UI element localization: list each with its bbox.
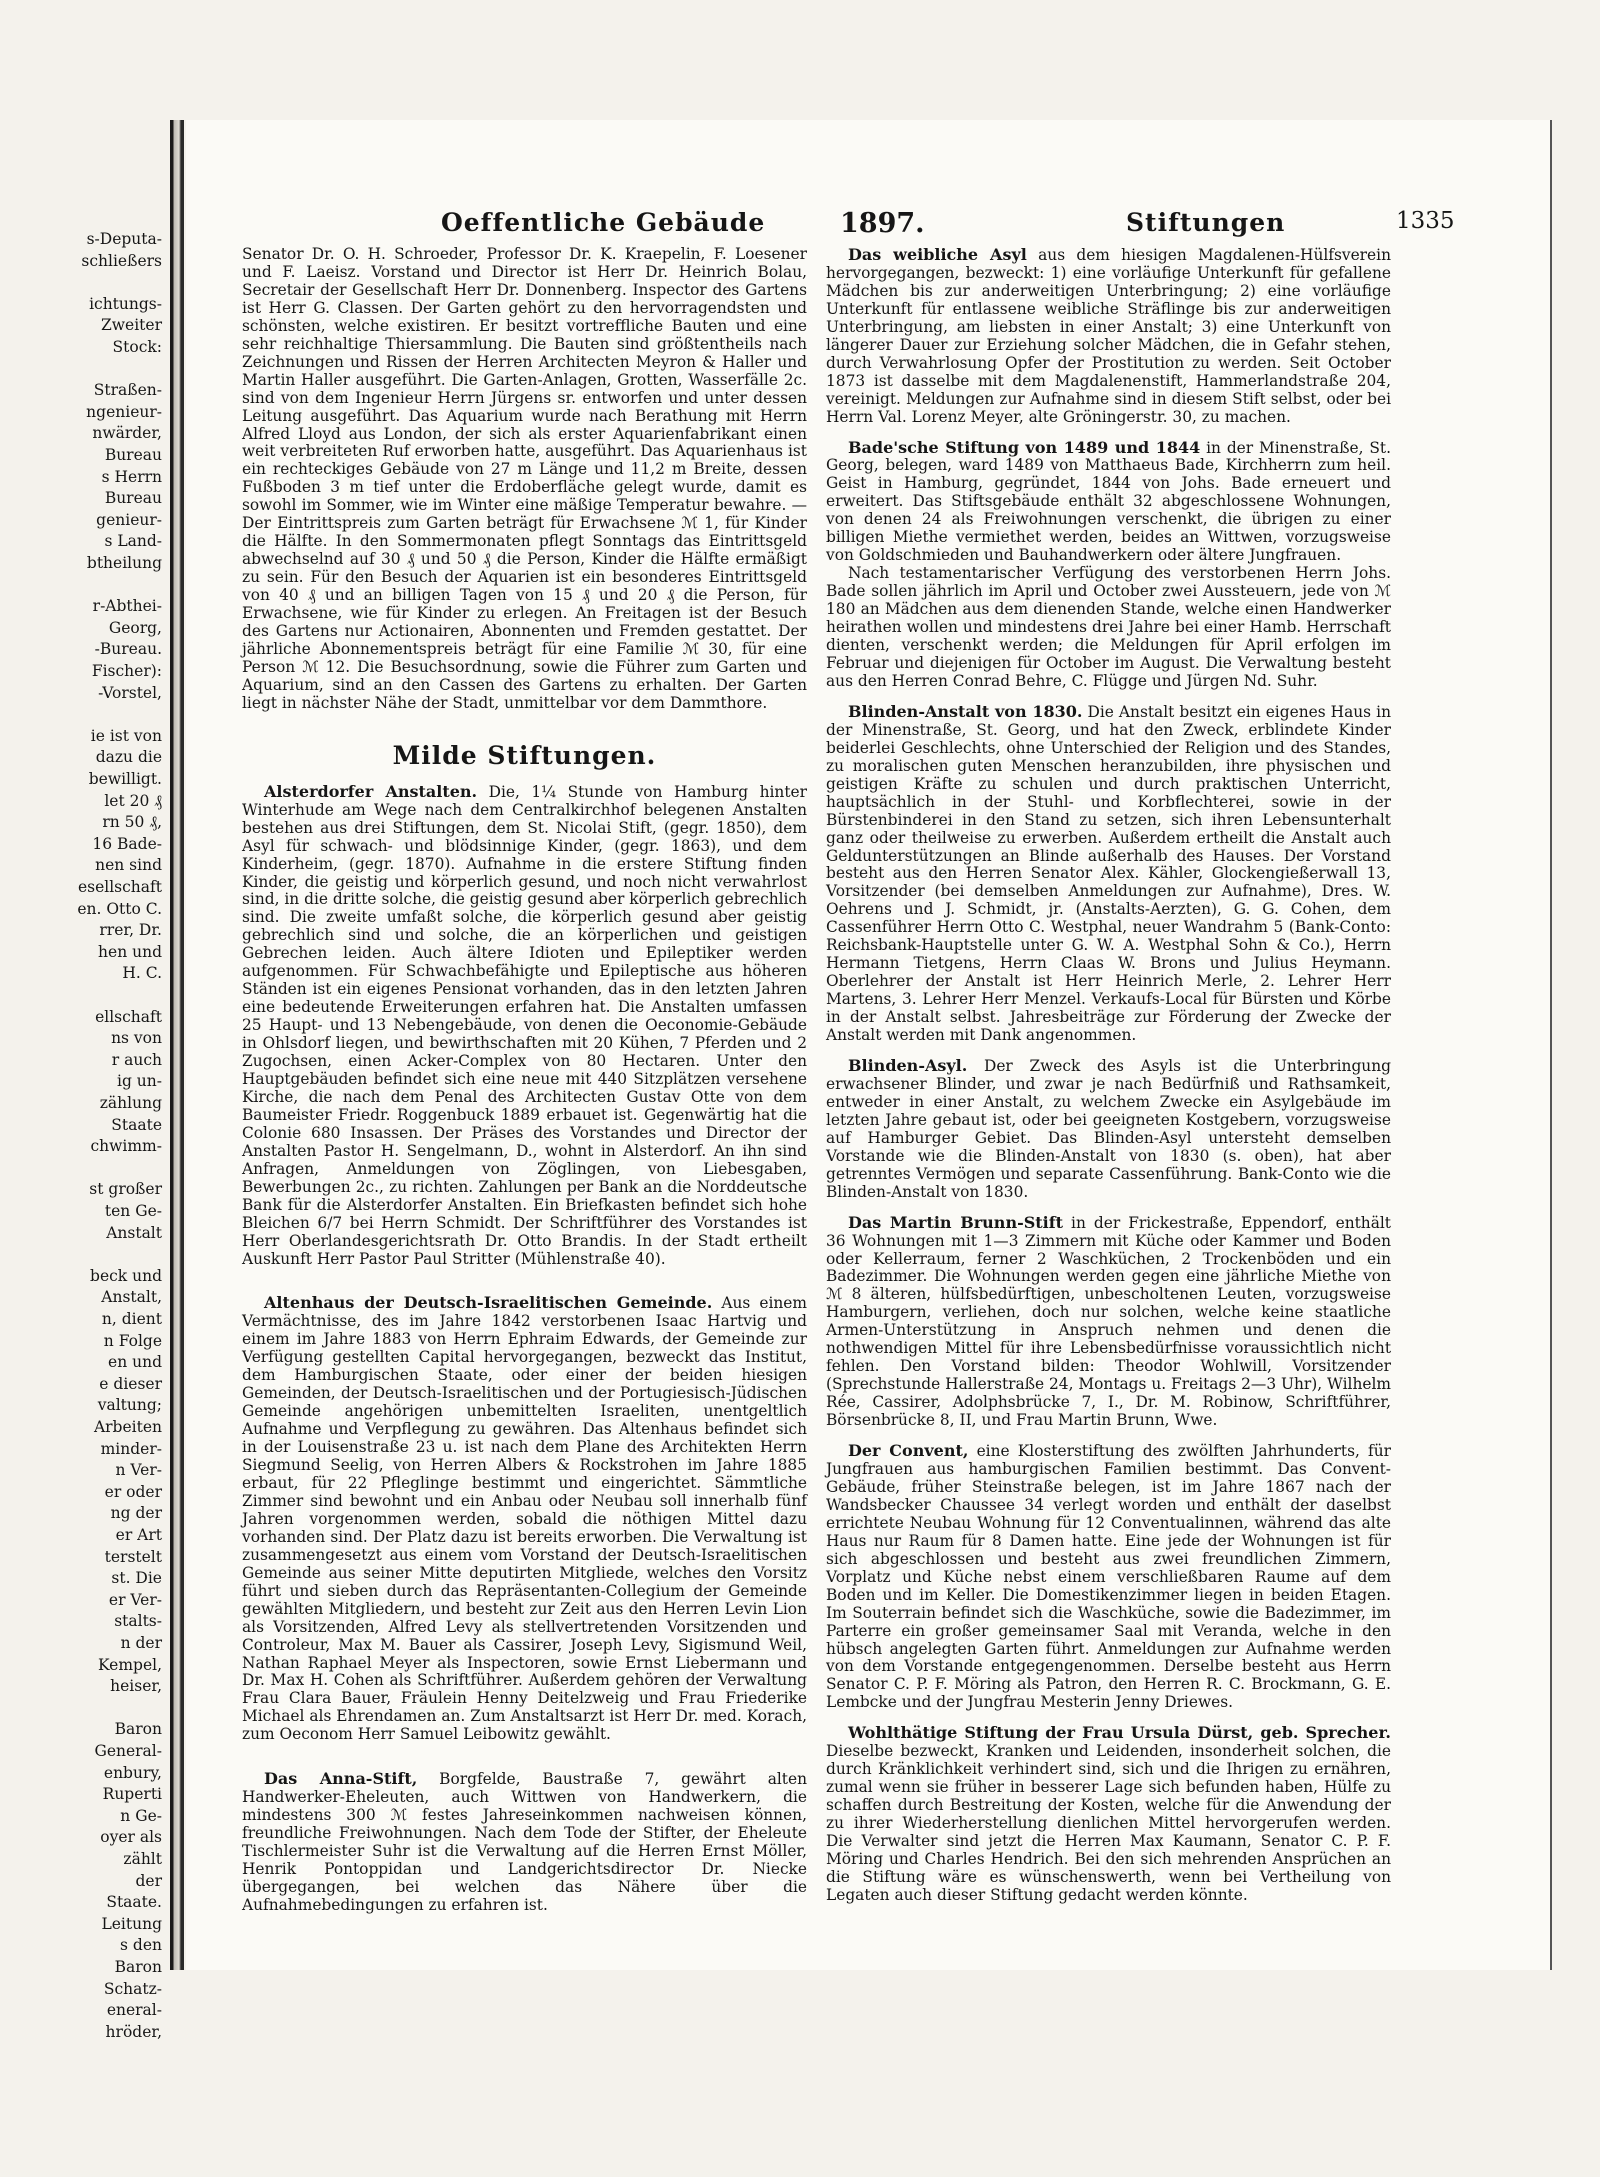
left-column bbox=[242, 246, 807, 1915]
entry-title: Alsterdorfer Anstalten. bbox=[264, 781, 478, 801]
prev-page-line: r-Abthei- bbox=[92, 597, 162, 616]
entry-blinden-asyl bbox=[826, 1057, 1391, 1202]
prev-page-line: er oder bbox=[104, 1482, 162, 1501]
entry-altenhaus bbox=[242, 1294, 807, 1744]
prev-page-line: ten Ge- bbox=[104, 1202, 162, 1220]
prev-page-line: n, dient bbox=[101, 1310, 162, 1328]
entry-text: Der Zweck des Asyls ist die Unterbringung erwachsener Blinder, und zwar je nach Bedürfniß und Rathsamkeit, entweder in einer Anstalt, zu welchem Zwecke ein Asylgebäude im letzten Jahre gebaut ist, oder bei geeigneten Kostgebern, vorzugsweise auf Hamburger Gebiet. Das Blinden-Asyl untersteht demselben Vorstande wie die Blinden-Anstalt von 1830 (s. oben), hat aber getrenntes Vermögen und separate Cassenführung. Bank-Conto wie die Blinden-Anstalt von 1830. bbox=[826, 1056, 1391, 1201]
prev-page-line: zählt bbox=[123, 1850, 162, 1868]
prev-page-line: -Vorstel, bbox=[98, 683, 162, 702]
entry-text: eine Klosterstiftung des zwölften Jahrhunderts, für Jungfrauen aus hamburgischen Familien bestimmt. Das Convent-Gebäude, früher Steinstraße belegen, ist im Jahre 1867 nach der Wandsbecker Chaussee 34 verlegt worden und enthält der daselbst errichtete Neubau Wohnung für 12 Conventualinnen, während das alte Haus nur Raum für 8 Damen hatte. Eine jede der Wohnungen ist für sich abgeschlossen und besteht aus zwei freundlichen Zimmern, Vorplatz und Küche nebst einem verschließbaren Raume auf dem Boden und im Keller. Die Domestikenzimmer liegen in beiden Etagen. Im Souterrain befindet sich die Waschküche, sowie die Badezimmer, im Parterre ein großer gemeinsamer Saal mit Veranda, welche in den hübsch angelegten Garten führt. Anmeldungen zur Aufnahme werden von dem Vorstande entgegengenommen. Derselbe besteht aus Herrn Senator C. P. F. Möring als Patron, den Herren R. C. Brockmann, G. E. Lembcke und der Jungfrau Mesterin Jenny Driewes. bbox=[826, 1442, 1391, 1712]
prev-page-line: n der bbox=[120, 1634, 162, 1652]
prev-page-line: Straßen- bbox=[93, 381, 162, 400]
prev-page-line: ns von bbox=[111, 1029, 162, 1048]
prev-page-line: er Art bbox=[115, 1526, 162, 1544]
prev-page-line: s den bbox=[120, 1936, 162, 1955]
entry-text: Dieselbe bezweckt, Kranken und Leidenden, insonderheit solchen, die durch Kränklichkeit verhindert sind, sich und die Ihrigen zu ernähren, zumal wenn sie früher in besserer Lage sich befunden haben, Hülfe zu schaffen durch Bestreitung der Kosten, welche für die Anwendung der zu ihrer Wiederherstellung dienlichen Mittel hervorgerufen werden. Die Verwalter sind jetzt die Herren Max Kaumann, Senator C. P. F. Möring und Charles Hendrich. Bei den sich mehrenden Ansprüchen an die Stiftung wäre es wünschenswerth, wenn bei Vertheilung von Legaten auch dieser Stiftung gedacht werden könnte. bbox=[826, 1742, 1391, 1904]
entry-convent bbox=[826, 1442, 1391, 1712]
header-left-title: Oeffentliche Gebäude bbox=[441, 208, 766, 237]
entry-alsterdorf bbox=[242, 783, 807, 1269]
book-page bbox=[186, 120, 1552, 1970]
prev-page-line: eneral- bbox=[106, 2001, 162, 2020]
prev-page-line: zählung bbox=[99, 1094, 162, 1112]
prev-page-line: Staate bbox=[111, 1115, 162, 1134]
prev-page-line: -Bureau. bbox=[94, 640, 162, 659]
prev-page-line: Bureau bbox=[104, 489, 162, 508]
entry-title: Wohlthätige Stiftung der Frau Ursula Dürst, geb. Sprecher. bbox=[848, 1723, 1391, 1743]
prev-page-line: nwärder, bbox=[92, 424, 162, 443]
entry-title: Der Convent, bbox=[848, 1441, 969, 1461]
prev-page-line: n Ver- bbox=[115, 1461, 162, 1480]
prev-page-line: er Ver- bbox=[108, 1590, 162, 1609]
prev-page-line: st großer bbox=[89, 1180, 162, 1199]
prev-page-line: ig un- bbox=[116, 1072, 162, 1091]
prev-page-line: enbury, bbox=[103, 1763, 162, 1782]
prev-page-line: Baron bbox=[114, 1720, 162, 1739]
entry-title: Das weibliche Asyl bbox=[848, 245, 1027, 264]
prev-page-line: schließers bbox=[81, 251, 162, 270]
prev-page-line: ie ist von bbox=[90, 726, 162, 745]
prev-page-line: ichtungs- bbox=[89, 294, 162, 313]
entry-title: Altenhaus der Deutsch-Israelitischen Gemeinde. bbox=[264, 1293, 713, 1313]
prev-page-line: en und bbox=[108, 1353, 162, 1372]
entry-text: Die, 1¼ Stunde von Hamburg hinter Winterhude am Wege nach dem Centralkirchhof belegenen Anstalten bestehen aus drei Stiftungen, dem St. Nicolai Stift, (gegr. 1850), dem Asyl für schwach- und blödsinnige Kinder, (gegr. 1863), und dem Kinderheim, (gegr. 1870). Aufnahme in die erstere Stiftung finden Kinder, die geistig und körperlich gesund, und noch nicht verwahrlost sind, in die dritte solche, die geistig gesund aber körperlich gebrechlich sind. Die zweite umfaßt solche, die körperlich gesund aber geistig gebrechlich sind und solche, die an körperlichen und geistigen Gebrechen leiden. Auch ältere Idioten und Epileptiker werden aufgenommen. Für Schwachbefähigte und Epileptische aus höheren Ständen ist ein eigenes Pensionat vorhanden, das in den letzten Jahren eine bedeutende Erweiterungen erfahren hat. Die Anstalten umfassen 25 Haupt- und 13 Nebengebäude, von denen die Oeconomie-Gebäude in Ohlsdorf liegen, und bewirthschaften mit 20 Kühen, 7 Pferden und 2 Zugochsen, einen Acker-Complex von 80 Hectaren. Unter den Hauptgebäuden befindet sich eine neue mit 440 Sitzplätzen versehene Kirche, die nach dem Penal des Architecten Gustav Otte von dem Baumeister Friedr. Roggenbuck 1889 erbauet ist. Gegenwärtig hat die Colonie 680 Insassen. Der Präses des Vorstandes und Director der Anstalten Pastor H. Sengelmann, D., wohnt in Alsterdorf. An ihn sind Anfragen, Anmeldungen von Zöglingen, von Liebesgaben, Bewerbungen 2c., zu richten. Zahlungen per Bank an die Norddeutsche Bank für die Alsterdorfer Anstalten. Ein Briefkasten befindet sich hohe Bleichen 6/7 bei Herrn Schmidt. Der Schriftführer des Vorstandes ist Herr Oberlandesgerichtsrath Dr. Otto Brandis. In der Stadt ertheilt Auskunft Herr Pastor Paul Stritter (Mühlenstraße 40). bbox=[242, 782, 807, 1268]
header-right-title: Stiftungen bbox=[1126, 208, 1286, 237]
entry-text: in der Minenstraße, St. Georg, belegen, ward 1489 von Matthaeus Bade, Kirchherrn zum heil. Geist in Hamburg, gegründet, 1844 von Johs. Bade erneuert und erweitert. Das Stiftsgebäude enthält 32 abgeschlossene Wohnungen, von denen 24 als Freiwohnungen verschenkt, die übrigen zu einer billigen Miethe vermiethet werden, beides an Wittwen, vorzugsweise von Goldschmieden und Bauhandwerkern oder ältere Jungfrauen. bbox=[826, 438, 1391, 565]
prev-page-line: Leitung bbox=[101, 1914, 162, 1933]
prev-page-line: bewilligt. bbox=[88, 770, 162, 788]
running-header bbox=[186, 208, 1550, 244]
right-column bbox=[826, 246, 1391, 1905]
prev-page-line: btheilung bbox=[86, 554, 162, 572]
entry-badesche-stiftung bbox=[826, 439, 1391, 566]
prev-page-line: esellschaft bbox=[77, 878, 162, 896]
prev-page-line: der bbox=[135, 1871, 162, 1890]
prev-page-line: s Herrn bbox=[101, 467, 162, 486]
prev-page-line: n Folge bbox=[103, 1331, 162, 1350]
prev-page-line: hen und bbox=[98, 942, 162, 961]
entry-title: Das Anna-Stift, bbox=[264, 1769, 418, 1789]
entry-title: Blinden-Asyl. bbox=[848, 1055, 968, 1075]
entry-blinden-anstalt bbox=[826, 703, 1391, 1045]
prev-page-line: rn 50 ₰, bbox=[102, 813, 162, 832]
prev-page-line: Baron bbox=[114, 1958, 162, 1976]
prev-page-line: beck und bbox=[90, 1266, 162, 1285]
prev-page-line: Georg, bbox=[108, 618, 162, 637]
prev-page-line: ng der bbox=[110, 1504, 162, 1523]
prev-page-line: H. C. bbox=[122, 964, 162, 983]
prev-page-line: Ruperti bbox=[102, 1785, 162, 1804]
prev-page-line: s-Deputa- bbox=[86, 230, 162, 248]
prev-page-line: Kempel, bbox=[97, 1655, 162, 1674]
prev-page-line: Anstalt bbox=[106, 1223, 162, 1242]
prev-page-line: s Land- bbox=[104, 532, 162, 551]
prev-page-line: n Ge- bbox=[120, 1806, 162, 1825]
prev-page-line: e dieser bbox=[99, 1374, 162, 1393]
prev-page-line: genieur- bbox=[96, 510, 162, 529]
entry-text: aus dem hiesigen Magdalenen-Hülfsverein hervorgegangen, bezweckt: 1) eine vorläufige Unterkunft für gefallene Mädchen bis zur anderweitigen Unterbringung; 2) eine vorläufige Unterkunft für entlassene weibliche Sträflinge bis zur anderweitigen Unterbringung, am liebsten in einer Anstalt; 3) eine Unterkunft von längerer Dauer zur Erziehung solcher Mädchen, die in Gefahr stehen, durch Verwahrlosung Opfer der Prostitution zu werden. Seit October 1873 ist dasselbe mit dem Magdalenenstift, Hammerlandstraße 204, vereinigt. Meldungen zur Aufnahme sind in diesem Stift selbst, oder bei Herrn Val. Lorenz Meyer, alte Gröningerstr. 30, zu machen. bbox=[826, 246, 1391, 426]
entry-anna-stift bbox=[242, 1770, 807, 1915]
prev-page-line: terstelt bbox=[104, 1547, 162, 1566]
entry-martin-brunn-stift bbox=[826, 1214, 1391, 1430]
book-gutter bbox=[170, 120, 184, 1970]
entry-text: Die Anstalt besitzt ein eigenes Haus in der Minenstraße, St. Georg, und hat den Zweck, erblindete Kinder beiderlei Geschlechts, ohne Unterschied der Religion und des Standes, zu moralischen guten Menschen heranzubilden, ihre physischen und geistigen Kräfte zu schulen und durch praktischen Unterricht, hauptsächlich in der Stuhl- und Korbflechterei, sowie in der Bürstenbinderei in den Stand zu setzen, sich ihren Lebensunterhalt ganz oder theilweise zu erwerben. Außerdem ertheilt die Anstalt auch Geldunterstützungen an Blinde außerhalb des Hauses. Der Vorstand besteht aus den Herren Senator Alex. Kähler, Glockengießerwall 13, Vorsitzender (bei demselben Anmeldungen zur Aufnahme), Dres. W. Oehrens und J. Schmidt, jr. (Anstalts-Aerzten), G. G. Cohen, dem Cassenführer Herrn Otto C. Westphal, neuer Wandrahm 5 (Bank-Conto: Reichsbank-Hauptstelle unter G. W. A. Westphal Sohn & Co.), Herrn Hermann Tietgens, Herrn Claas W. Brons und Julius Heymann. Oberlehrer der Anstalt ist Herr Heinrich Merle, 2. Lehrer Herr Martens, 3. Lehrer Herr Menzel. Verkaufs-Local für Bürsten und Körbe in der Anstalt selbst. Jahresbeiträge zur Förderung der Zwecke der Anstalt werden mit Dank angenommen. bbox=[826, 702, 1391, 1045]
prev-page-line: ngenieur- bbox=[86, 402, 162, 421]
prev-page-line: Zweiter bbox=[101, 316, 162, 335]
header-year: 1897. bbox=[840, 208, 925, 239]
prev-page-line: en. Otto C. bbox=[77, 899, 162, 918]
prev-page-line: rrer, Dr. bbox=[99, 921, 162, 940]
entry-text: in der Frickestraße, Eppendorf, enthält 36 Wohnungen mit 1—3 Zimmern mit Küche oder Kammer und Boden oder Kellerraum, ferner 2 Waschküchen, 2 Trockenböden und ein Badezimmer. Die Wohnungen werden gegen eine jährliche Miethe von ℳ 8 älteren, hülfsbedürftigen, unbescholtenen Leuten, vorzugsweise Hamburgern, verliehen, doch nur solchen, welche keine staatliche Armen-Unterstützung in Anspruch nehmen und denen die nothwendigen Mittel für ihre Lebensbedürfnisse voraussichtlich nicht fehlen. Den Vorstand bilden: Theodor Wohlwill, Vorsitzender (Sprechstunde Hallerstraße 24, Montags u. Freitags 2—3 Uhr), Wilhelm Rée, Cassirer, Adolphsbrücke 7, I., Dr. M. Robinow, Schriftführer, Börsenbrücke 8, II, und Frau Martin Brunn, Wwe. bbox=[826, 1213, 1391, 1430]
prev-page-line: Staate. bbox=[106, 1893, 162, 1912]
prev-page-line: st. Die bbox=[111, 1569, 162, 1588]
entry-badesche-stiftung-continued: Nach testamentarischer Verfügung des verstorbenen Herrn Johs. Bade sollen jährlich im April und October zwei Aussteuern, jede von ℳ 180 an Mädchen aus dem dienenden Stande, welche einen Handwerker heirathen wollen und mindestens drei Jahre bei einer Hamb. Herrschaft dienten, verschenkt werden; die Meldungen für April erfolgen im Februar und diejenigen für October im August. Die Verwaltung besteht aus den Herren Conrad Behre, C. Flügge und Jürgen Nd. Suhr. bbox=[826, 564, 1391, 690]
prev-page-line: minder- bbox=[100, 1439, 162, 1458]
prev-page-line: chwimm- bbox=[90, 1137, 162, 1156]
prev-page-line: 16 Bade- bbox=[92, 834, 162, 853]
prev-page-line: Arbeiten bbox=[93, 1418, 162, 1436]
prev-page-line: Fischer): bbox=[91, 662, 162, 680]
entry-duerst-stiftung bbox=[826, 1724, 1391, 1905]
entry-title: Blinden-Anstalt von 1830. bbox=[848, 701, 1083, 721]
prev-page-line: Bureau bbox=[104, 446, 162, 464]
prev-page-line: stalts- bbox=[114, 1612, 162, 1631]
prev-page-line: Anstalt, bbox=[101, 1288, 162, 1307]
prev-page-line: heiser, bbox=[110, 1677, 162, 1696]
entry-text: Aus einem Vermächtnisse, des im Jahre 1842 verstorbenen Isaac Hartvig und einem im Jahre 1883 von Herrn Ephraim Edwards, der Gemeinde zur Verfügung gestellten Capital hervorgegangen, bezweckt das Institut, dem Hamburgischen Staate, oder einer der beiden hiesigen Gemeinden, der Deutsch-Israelitischen und der Portugiesisch-Jüdischen Gemeinde angehörigen unbemittelten Israeliten, unentgeltlich Aufnahme und Verpflegung zu gewähren. Das Altenhaus befindet sich in der Louisenstraße 23 u. ist nach dem Plane des Architekten Herrn Siegmund Seelig, von Herren Albers & Rockstrohen im Jahre 1885 erbaut, für 22 Pfleglinge bestimmt und eingerichtet. Sämmtliche Zimmer sind bewohnt und ein Anbau oder Neubau soll innerhalb fünf Jahren vorgenommen werden, sobald die nöthigen Mittel dazu vorhanden sind. Der Platz dazu ist bereits erworben. Die Verwaltung ist zusammengesetzt aus einem vom Vorstand der Deutsch-Israelitischen Gemeinde aus seiner Mitte deputirten Mitgliede, welches den Vorsitz führt und sieben durch das Repräsentanten-Collegium der Gemeinde gewählten Mitgliedern, und besteht zur Zeit aus den Herren Levin Lion als Vorsitzenden, Alfred Levy als stellvertretenden Vorsitzenden und Controleur, Max M. Bauer als Cassirer, Joseph Levy, Sigismund Weil, Nathan Raphael Meyer als Inspectoren, sowie Ernst Liebermann und Dr. Max H. Cohen als Schriftführer. Außerdem gehören der Verwaltung Frau Clara Bauer, Fräulein Henny Deitelzweig und Frau Friederike Michael als Ehrendamen an. Zum Anstaltsarzt ist Herr Dr. med. Korach, zum Oeconom Herr Samuel Leibowitz gewählt. bbox=[242, 1294, 807, 1744]
prev-page-line: valtung; bbox=[97, 1396, 162, 1415]
section-title: Milde Stiftungen. bbox=[392, 740, 657, 770]
prev-page-line: r auch bbox=[111, 1050, 162, 1069]
entry-weibliches-asyl bbox=[826, 246, 1391, 427]
prev-page-line: Stock: bbox=[112, 338, 162, 356]
prev-page-line: General- bbox=[94, 1742, 162, 1760]
prev-page-line: nen sind bbox=[95, 856, 162, 875]
prev-page-line: oyer als bbox=[100, 1828, 162, 1847]
prev-page-line: hröder, bbox=[105, 2022, 162, 2041]
entry-text: Borgfelde, Baustraße 7, gewährt alten Handwerker-Eheleuten, auch Wittwen von Handwerkern, die mindestens 300 ℳ festes Jahreseinkommen nachweisen können, freundliche Freiwohnungen. Nach dem Tode der Stifter, der Eheleute Tischlermeister Suhr ist die Verwaltung auf die Herren Ernst Möller, Henrik Pontoppidan und Landgerichtsdirector Dr. Niecke übergegangen, bei welchen das Nähere über die Aufnahmebedingungen zu erfahren ist. bbox=[242, 1770, 807, 1914]
entry-title: Das Martin Brunn-Stift bbox=[848, 1212, 1064, 1232]
page-number: 1335 bbox=[1396, 208, 1455, 234]
prev-page-line: dazu die bbox=[95, 748, 162, 767]
previous-page-fragment bbox=[0, 120, 168, 2041]
prev-page-line: ellschaft bbox=[95, 1007, 162, 1026]
entry-title: Bade'sche Stiftung von 1489 und 1844 bbox=[848, 437, 1201, 457]
prev-page-line: let 20 ₰ bbox=[104, 791, 162, 810]
prev-page-line: Schatz- bbox=[103, 1979, 162, 1998]
zoo-paragraph: Senator Dr. O. H. Schroeder, Professor Dr. K. Kraepelin, F. Loesener und F. Laeisz. Vorstand und Director ist Herr Dr. Heinrich Bolau, Secretair der Gesellschaft Herr Dr. Donnenberg. Inspector des Gartens ist Herr G. Classen. Der Garten gehört zu den hervorragendsten und schönsten, welche existiren. Er besitzt vortreffliche Bauten und eine sehr reichhaltige Thiersammlung. Die Bauten sind größtentheils nach Zeichnungen und Rissen der Herren Architecten Meyron & Haller und Martin Haller ausgeführt. Die Garten-Anlagen, Grotten, Wasserfälle 2c. sind von dem Ingenieur Herrn Jürgens sr. entworfen und unter dessen Leitung ausgeführt. Das Aquarium wurde nach Berathung mit Herrn Alfred Lloyd aus London, der sich als erster Aquarienfabrikant einen weit verbreiteten Ruf erworben hatte, ausgeführt. Das Aquarienhaus ist ein rechteckiges Gebäude von 27 m Länge und 11,2 m Breite, dessen Fußboden 3 m tief unter die Erdoberfläche gelegt wurde, damit es sowohl im Sommer, wie im Winter eine mäßige Temperatur bewahre. — Der Eintrittspreis zum Garten beträgt für Erwachsene ℳ 1, für Kinder die Hälfte. In den Sommermonaten pflegt Sonntags das Eintrittsgeld abwechselnd auf 30 ₰ und 50 ₰ die Person, Kinder die Hälfte ermäßigt zu sein. Für den Besuch der Aquarien ist ein besonderes Eintrittsgeld von 40 ₰ und an billigen Tagen von 15 ₰ und 20 ₰ die Person, für Erwachsene, wie für Kinder zu erlegen. An Freitagen ist der Besuch des Gartens nur Actionairen, Abonnenten und Fremden gestattet. Der jährliche Abonnementspreis beträgt für eine Familie ℳ 30, für eine Person ℳ 12. Die Besuchsordnung, sowie die Führer zum Garten und Aquarium, sind an den Cassen des Gartens zu erhalten. Der Garten liegt in nächster Nähe der Stadt, unmittelbar vor dem Dammthore. bbox=[242, 245, 807, 712]
